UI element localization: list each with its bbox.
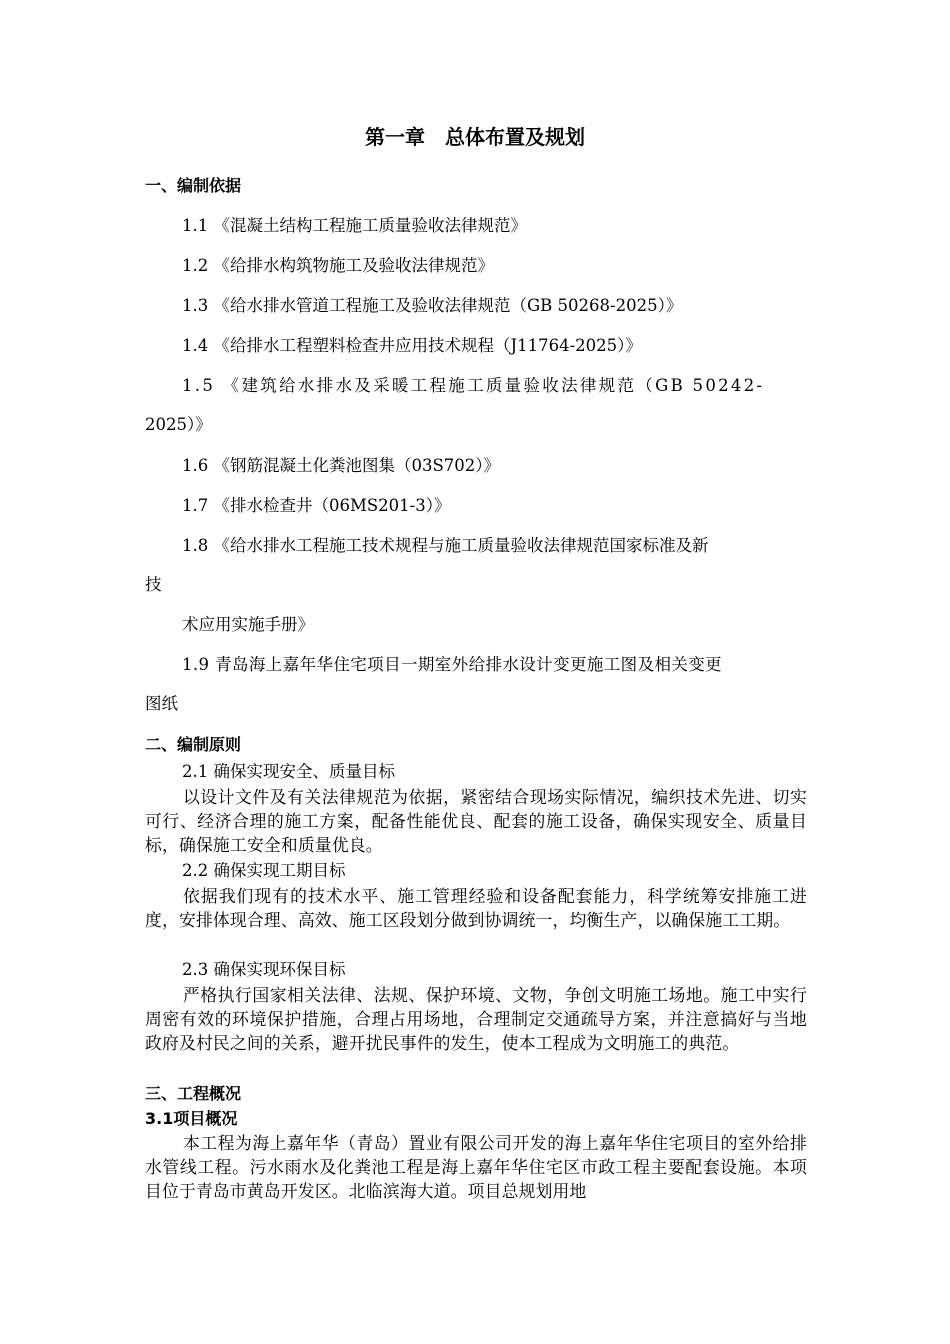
principle-subheading: 2.3 确保实现环保目标 (182, 960, 346, 979)
reference-item-continuation: 2025）》 (145, 415, 212, 434)
reference-item: 1.9 青岛海上嘉年华住宅项目一期室外给排水设计变更施工图及相关变更 (182, 655, 723, 674)
principle-paragraph: 严格执行国家相关法律、法规、保护环境、文物，争创文明施工场地。施工中实行周密有效的环境保护措施，合理占用场地，合理制定交通疏导方案，并注意搞好与当地政府及村民之间的关系，避开扰民事件的发生，使本工程成为文明施工的典范。 (145, 985, 807, 1054)
reference-item-continuation: 技 (145, 575, 162, 594)
reference-item: 1.4 《给排水工程塑料检查井应用技术规程（J11764-2025）》 (182, 336, 642, 355)
chapter-title: 第一章 总体布置及规划 (365, 125, 585, 149)
reference-item: 1.1 《混凝土结构工程施工质量验收法律规范》 (182, 216, 527, 235)
reference-item: 1.3 《给水排水管道工程施工及验收法律规范（GB 50268-2025）》 (182, 296, 683, 315)
principle-paragraph: 以设计文件及有关法律规范为依据，紧密结合现场实际情况，编织技术先进、切实可行、经济合理的施工方案，配备性能优良、配套的施工设备，确保实现安全、质量目标，确保施工安全和质量优良。 (145, 787, 807, 856)
reference-item: 1.2 《给排水构筑物施工及验收法律规范》 (182, 256, 494, 275)
principle-subheading: 2.1 确保实现安全、质量目标 (182, 762, 395, 781)
section-heading-overview: 三、工程概况 (145, 1084, 242, 1103)
reference-item: 1.7 《排水检查井（06MS201-3）》 (182, 496, 451, 515)
section-heading-principles: 二、编制原则 (145, 735, 242, 754)
section-heading-basis: 一、编制依据 (145, 176, 242, 195)
reference-item: 1.8 《给水排水工程施工技术规程与施工质量验收法律规范国家标准及新 (182, 536, 709, 555)
reference-item: 1.5 《建筑给水排水及采暖工程施工质量验收法律规范（GB 50242- (182, 376, 765, 395)
reference-item: 1.6 《钢筋混凝土化粪池图集（03S702）》 (182, 456, 501, 475)
principle-subheading: 2.2 确保实现工期目标 (182, 861, 346, 880)
reference-item-continuation: 术应用实施手册》 (182, 615, 314, 634)
reference-item-continuation: 图纸 (145, 694, 178, 713)
principle-paragraph: 依据我们现有的技术水平、施工管理经验和设备配套能力，科学统筹安排施工进度，安排体现合理、高效、施工区段划分做到协调统一，均衡生产，以确保施工工期。 (145, 886, 807, 931)
subsection-heading-project-overview: 3.1项目概况 (145, 1109, 238, 1128)
project-overview-paragraph: 本工程为海上嘉年华（青岛）置业有限公司开发的海上嘉年华住宅项目的室外给排水管线工程。污水雨水及化粪池工程是海上嘉年华住宅区市政工程主要配套设施。本项目位于青岛市黄岛开发区。北临滨海大道。项目总规划用地 (145, 1133, 807, 1202)
